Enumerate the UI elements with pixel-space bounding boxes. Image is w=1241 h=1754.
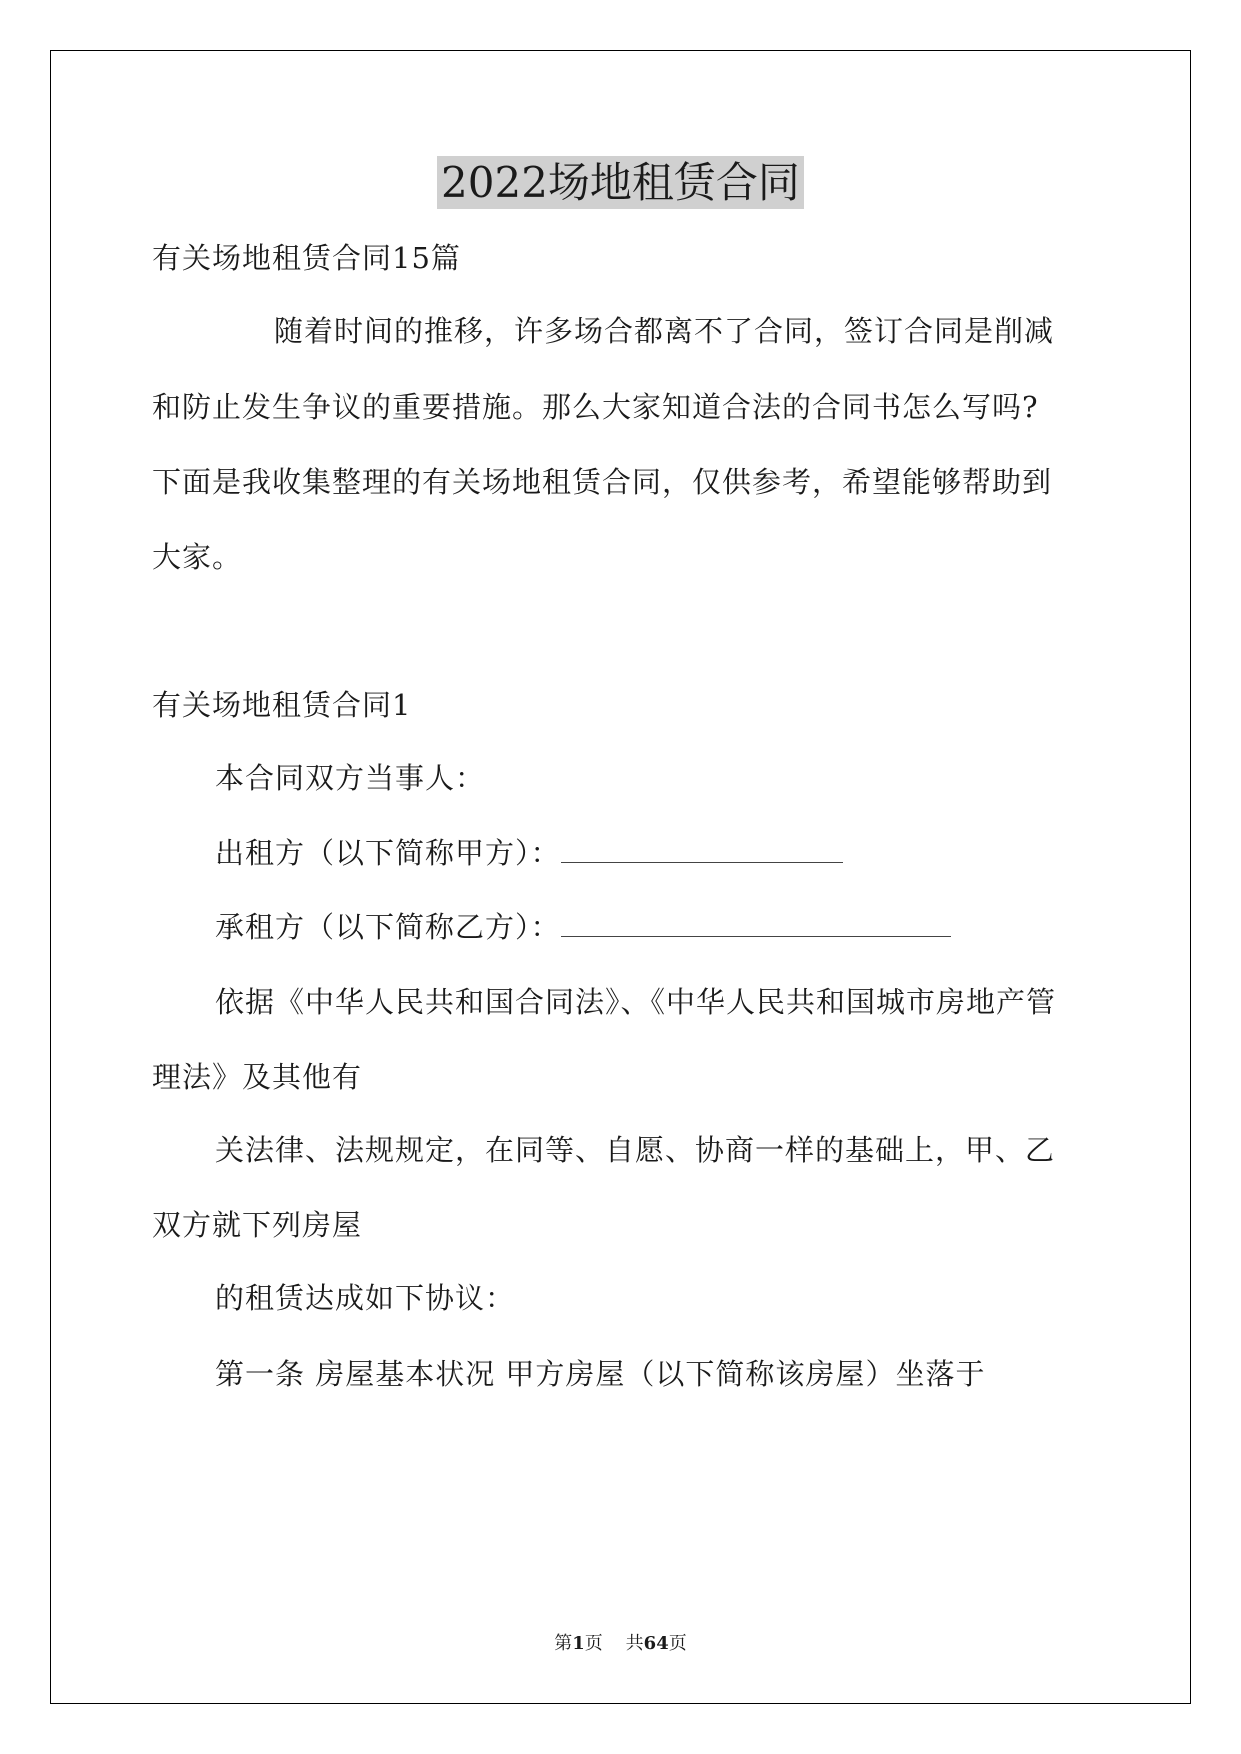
footer-mid: 页 共 xyxy=(584,1633,644,1654)
basis-line-1: 依据《中华人民共和国合同法》、《中华人民共和国城市房地产管 xyxy=(215,985,1057,1019)
lessor-blank xyxy=(561,834,843,863)
intro-line-2: 和防止发生争议的重要措施。那么大家知道合法的合同书怎么写吗? xyxy=(152,390,1039,424)
footer-suffix: 页 xyxy=(668,1633,687,1654)
lessor-label: 出租方（以下简称甲方）： xyxy=(215,836,561,870)
basis-line-3: 关法律、法规规定，在同等、自愿、协商一样的基础上，甲、乙 xyxy=(215,1133,1056,1167)
document-subtitle: 有关场地租赁合同15篇 xyxy=(152,241,461,275)
basis-line-5: 的租赁达成如下协议： xyxy=(215,1281,516,1315)
lessor-line xyxy=(215,833,843,873)
document-title-text: 2022场地租赁合同 xyxy=(437,156,804,209)
lessee-label: 承租方（以下简称乙方）： xyxy=(215,910,561,944)
lessee-blank xyxy=(561,908,951,937)
basis-line-2: 理法》及其他有 xyxy=(152,1060,363,1094)
intro-line-4: 大家。 xyxy=(152,540,243,574)
footer-page-number: 1 xyxy=(572,1633,585,1654)
section-heading: 有关场地租赁合同1 xyxy=(152,688,412,722)
intro-line-1: 随着时间的推移，许多场合都离不了合同，签订合同是削减 xyxy=(274,314,1055,348)
intro-line-3: 下面是我收集整理的有关场地租赁合同，仅供参考，希望能够帮助到 xyxy=(152,465,1053,499)
footer-prefix: 第 xyxy=(554,1633,573,1654)
footer-total-pages: 64 xyxy=(643,1633,669,1654)
page-footer xyxy=(0,1632,1241,1656)
article-1-line: 第一条 房屋基本状况 甲方房屋（以下简称该房屋）坐落于 xyxy=(215,1357,986,1391)
basis-line-4: 双方就下列房屋 xyxy=(152,1208,363,1242)
document-title xyxy=(0,155,1241,211)
page-border xyxy=(50,50,1191,1704)
parties-intro: 本合同双方当事人： xyxy=(215,761,486,795)
lessee-line xyxy=(215,907,951,947)
